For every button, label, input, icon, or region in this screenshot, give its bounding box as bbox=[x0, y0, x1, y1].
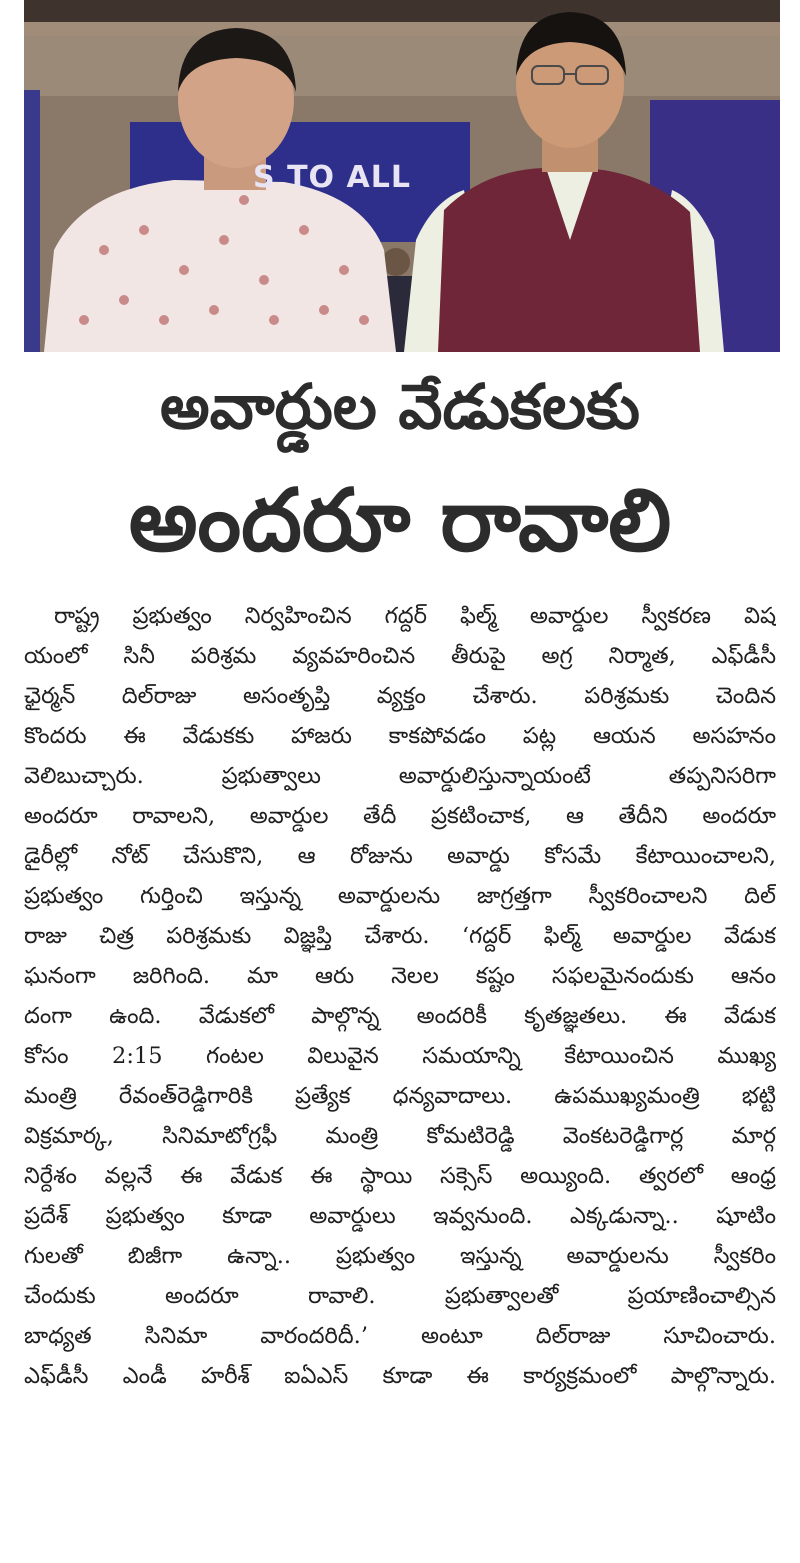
body-line: ఛైర్మన్ దిల్‌రాజు అసంతృప్తి వ్యక్తం చేశారు. పరిశ్రమకు చెందిన bbox=[24, 683, 776, 709]
body-line: అందరూ రావాలని, అవార్డుల తేదీ ప్రకటించాక, ఆ తేదీని అందరూ bbox=[24, 803, 776, 829]
headline-line-1: అవార్డుల వేడుకలకు bbox=[160, 370, 640, 443]
article-body bbox=[24, 596, 776, 1563]
body-line: ఎఫ్‌డీసీ ఎండీ హరీశ్ ఐఏఎస్ కూడా ఈ కార్యక్రమంలో పాల్గొన్నారు. bbox=[24, 1363, 776, 1389]
body-line: దంగా ఉంది. వేడుకలో పాల్గొన్న అందరికీ కృతజ్ఞతలు. ఈ వేడుక bbox=[24, 1003, 776, 1029]
body-line: యంలో సినీ పరిశ్రమ వ్యవహరించిన తీరుపై అగ్ర నిర్మాత, ఎఫ్‌డీసీ bbox=[24, 643, 776, 669]
wall-trim bbox=[24, 22, 780, 36]
body-line: వెలిబుచ్చారు. ప్రభుత్వాలు అవార్డులిస్తున్నాయంటే తప్పనిసరిగా bbox=[24, 763, 776, 789]
body-line: బాధ్యత సినిమా వారందరిదీ.’ అంటూ దిల్‌రాజు సూచించారు. bbox=[24, 1323, 776, 1349]
body-line: డైరీల్లో నోట్ చేసుకొని, ఆ రోజును అవార్డు కోసమే కేటాయించాలని, bbox=[24, 843, 776, 869]
body-line: విక్రమార్క, సినిమాటోగ్రఫీ మంత్రి కోమటిరెడ్డి వెంకటరెడ్డిగార్ల మార్గ bbox=[24, 1123, 776, 1149]
body-line: ఘనంగా జరిగింది. మా ఆరు నెలల కష్టం సఫలమైనందుకు ఆనం bbox=[24, 963, 776, 989]
body-line: కొందరు ఈ వేడుకకు హాజరు కాకపోవడం పట్ల ఆయన అసహనం bbox=[24, 723, 776, 749]
headline-line-2: అందరూ రావాలి bbox=[128, 471, 672, 571]
body-line: ప్రభుత్వం గుర్తించి ఇస్తున్న అవార్డులను జాగ్రత్తగా స్వీకరించాలని దిల్ bbox=[24, 883, 776, 909]
banner-text: S TO ALL bbox=[253, 160, 411, 195]
body-line: గులతో బిజీగా ఉన్నా.. ప్రభుత్వం ఇస్తున్న అవార్డులను స్వీకరిం bbox=[24, 1243, 776, 1269]
left-blue-panel bbox=[24, 90, 40, 352]
news-photo bbox=[24, 0, 780, 352]
body-line: ప్రదేశ్ ప్రభుత్వం కూడా అవార్డులు ఇవ్వనుంది. ఎక్కడున్నా.. షూటిం bbox=[24, 1203, 776, 1229]
body-line: రాష్ట్ర ప్రభుత్వం నిర్వహించిన గద్దర్ ఫిల్మ్ అవార్డుల స్వీకరణ విష bbox=[54, 603, 776, 629]
body-line: రాజు చిత్ర పరిశ్రమకు విజ్ఞప్తి చేశారు. ‘గద్దర్ ఫిల్మ్ అవార్డుల వేడుక bbox=[24, 923, 776, 949]
ceiling-strip bbox=[24, 0, 780, 22]
body-line: మంత్రి రేవంత్‌రెడ్డిగారికి ప్రత్యేక ధన్యవాదాలు. ఉపముఖ్యమంత్రి భట్టి bbox=[24, 1083, 776, 1109]
body-line: నిర్దేశం వల్లనే ఈ వేడుక ఈ స్థాయి సక్సెస్ అయ్యింది. త్వరలో ఆంధ్ర bbox=[24, 1163, 776, 1189]
body-line: చేందుకు అందరూ రావాలి. ప్రభుత్వాలతో ప్రయాణించాల్సిన bbox=[24, 1283, 776, 1309]
wall-upper bbox=[24, 36, 780, 96]
body-line: కోసం 2:15 గంటల విలువైన సమయాన్ని కేటాయించిన ముఖ్య bbox=[24, 1043, 776, 1069]
